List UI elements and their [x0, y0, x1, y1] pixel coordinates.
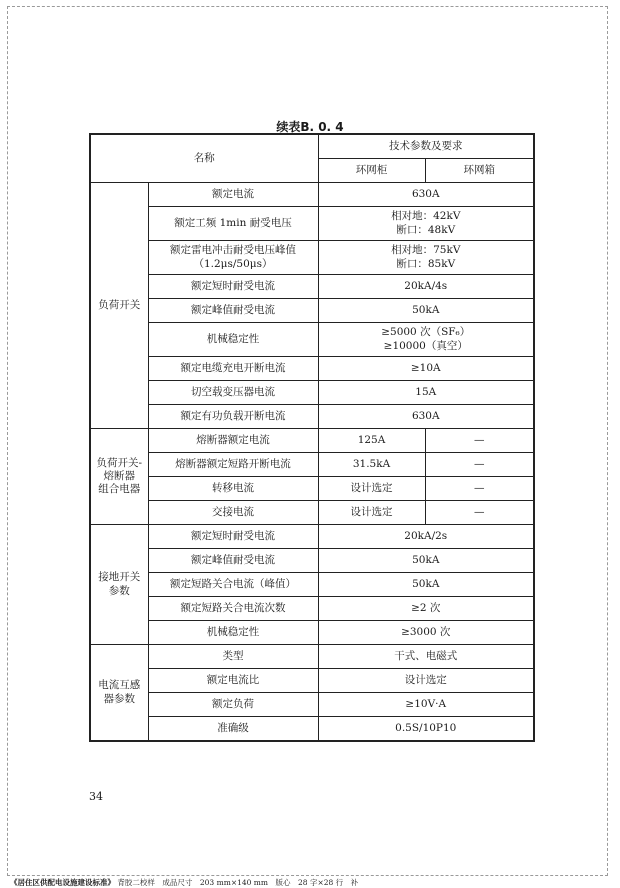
param-value: ≥10A [318, 357, 534, 381]
table-row [90, 549, 534, 573]
table-row [90, 429, 534, 453]
footer-print-info: 背胶二校样 成品尺寸 203 mm×140 mm 版心 28 字×28 行 补 [117, 878, 359, 887]
table-caption: 续表B. 0. 4 [276, 120, 344, 134]
header-name: 名称 [90, 134, 318, 183]
param-value [318, 241, 534, 275]
table-row [90, 597, 534, 621]
param-value: 干式、电磁式 [318, 645, 534, 669]
table-row [90, 645, 534, 669]
table-row [90, 693, 534, 717]
param-name: 额定有功负载开断电流 [148, 405, 318, 429]
group-label-line: 组合电器 [98, 483, 141, 496]
param-value-ring-main-unit: 设计选定 [318, 501, 425, 525]
param-value: 15A [318, 381, 534, 405]
param-value-ring-box: — [425, 477, 534, 501]
page-number: 34 [89, 790, 103, 803]
param-name: 切空载变压器电流 [148, 381, 318, 405]
table-row [90, 183, 534, 207]
header-row [90, 134, 534, 159]
table-row [90, 621, 534, 645]
table-row [90, 717, 534, 742]
param-name [148, 241, 318, 275]
group-label-current-transformer [90, 645, 148, 742]
footer-book-title: 《居住区供配电设施建设标准》 [10, 878, 115, 887]
param-name: 额定电流 [148, 183, 318, 207]
param-value: 0.5S/10P10 [318, 717, 534, 742]
param-name: 额定短时耐受电流 [148, 275, 318, 299]
param-name: 额定峰值耐受电流 [148, 549, 318, 573]
param-name: 额定短路关合电流（峰值） [148, 573, 318, 597]
group-label-line: 参数 [108, 584, 130, 597]
param-value: ≥3000 次 [318, 621, 534, 645]
group-label-line: 熔断器 [103, 469, 135, 482]
param-name: 转移电流 [148, 477, 318, 501]
table-row [90, 669, 534, 693]
param-name: 机械稳定性 [148, 621, 318, 645]
param-value: 设计选定 [318, 669, 534, 693]
print-footer [10, 877, 358, 888]
table-row [90, 357, 534, 381]
param-name: 类型 [148, 645, 318, 669]
table-row [90, 299, 534, 323]
param-value-ring-main-unit: 设计选定 [318, 477, 425, 501]
table-row [90, 501, 534, 525]
param-name: 熔断器额定电流 [148, 429, 318, 453]
param-value: ≥10V·A [318, 693, 534, 717]
group-label-line: 负荷开关- [96, 456, 143, 469]
group-label-line: 器参数 [103, 692, 135, 705]
param-name: 额定短时耐受电流 [148, 525, 318, 549]
param-value: 50kA [318, 549, 534, 573]
param-value-line: 断口：85kV [396, 257, 456, 270]
param-name: 额定峰值耐受电流 [148, 299, 318, 323]
param-value-ring-box: — [425, 429, 534, 453]
param-value: 630A [318, 183, 534, 207]
param-name: 额定电缆充电开断电流 [148, 357, 318, 381]
param-value: 630A [318, 405, 534, 429]
table-row [90, 453, 534, 477]
param-name: 交接电流 [148, 501, 318, 525]
header-tech: 技术参数及要求 [318, 134, 534, 159]
group-label-line: 接地开关 [98, 571, 141, 584]
param-name: 额定负荷 [148, 693, 318, 717]
param-name: 机械稳定性 [148, 323, 318, 357]
param-name: 熔断器额定短路开断电流 [148, 453, 318, 477]
table-row [90, 275, 534, 299]
param-value: 50kA [318, 299, 534, 323]
header-ring-box: 环网箱 [425, 159, 534, 183]
table-row [90, 405, 534, 429]
param-value [318, 323, 534, 357]
param-name-line: （1.2μs/50μs） [193, 257, 273, 270]
param-value-ring-box: — [425, 453, 534, 477]
param-name: 额定电流比 [148, 669, 318, 693]
param-value: 20kA/4s [318, 275, 534, 299]
param-value-line: 相对地：42kV [391, 210, 461, 223]
table-row [90, 477, 534, 501]
table-row [90, 525, 534, 549]
table-row [90, 573, 534, 597]
group-label-load-switch: 负荷开关 [90, 183, 148, 429]
param-value: ≥2 次 [318, 597, 534, 621]
group-label-fuse-combo [90, 429, 148, 525]
param-value-line: 断口：48kV [396, 223, 456, 236]
param-name: 准确级 [148, 717, 318, 742]
param-value-ring-main-unit: 125A [318, 429, 425, 453]
param-name: 额定短路关合电流次数 [148, 597, 318, 621]
table-row [90, 323, 534, 357]
header-ring-main-unit: 环网柜 [318, 159, 425, 183]
param-value: 20kA/2s [318, 525, 534, 549]
param-name-line: 额定雷电冲击耐受电压峰值 [170, 244, 296, 257]
param-value-line: 相对地：75kV [391, 244, 461, 257]
param-value-line: ≥5000 次（SF₆） [381, 326, 471, 339]
group-label-earthing-switch [90, 525, 148, 645]
param-value: 50kA [318, 573, 534, 597]
param-name: 额定工频 1min 耐受电压 [148, 207, 318, 241]
group-label-line: 电流互感 [98, 679, 141, 692]
spec-table [89, 133, 535, 742]
table-row [90, 381, 534, 405]
param-value-ring-main-unit: 31.5kA [318, 453, 425, 477]
table-row [90, 207, 534, 241]
param-value [318, 207, 534, 241]
table-row [90, 241, 534, 275]
param-value-line: ≥10000（真空） [383, 339, 468, 352]
param-value-ring-box: — [425, 501, 534, 525]
